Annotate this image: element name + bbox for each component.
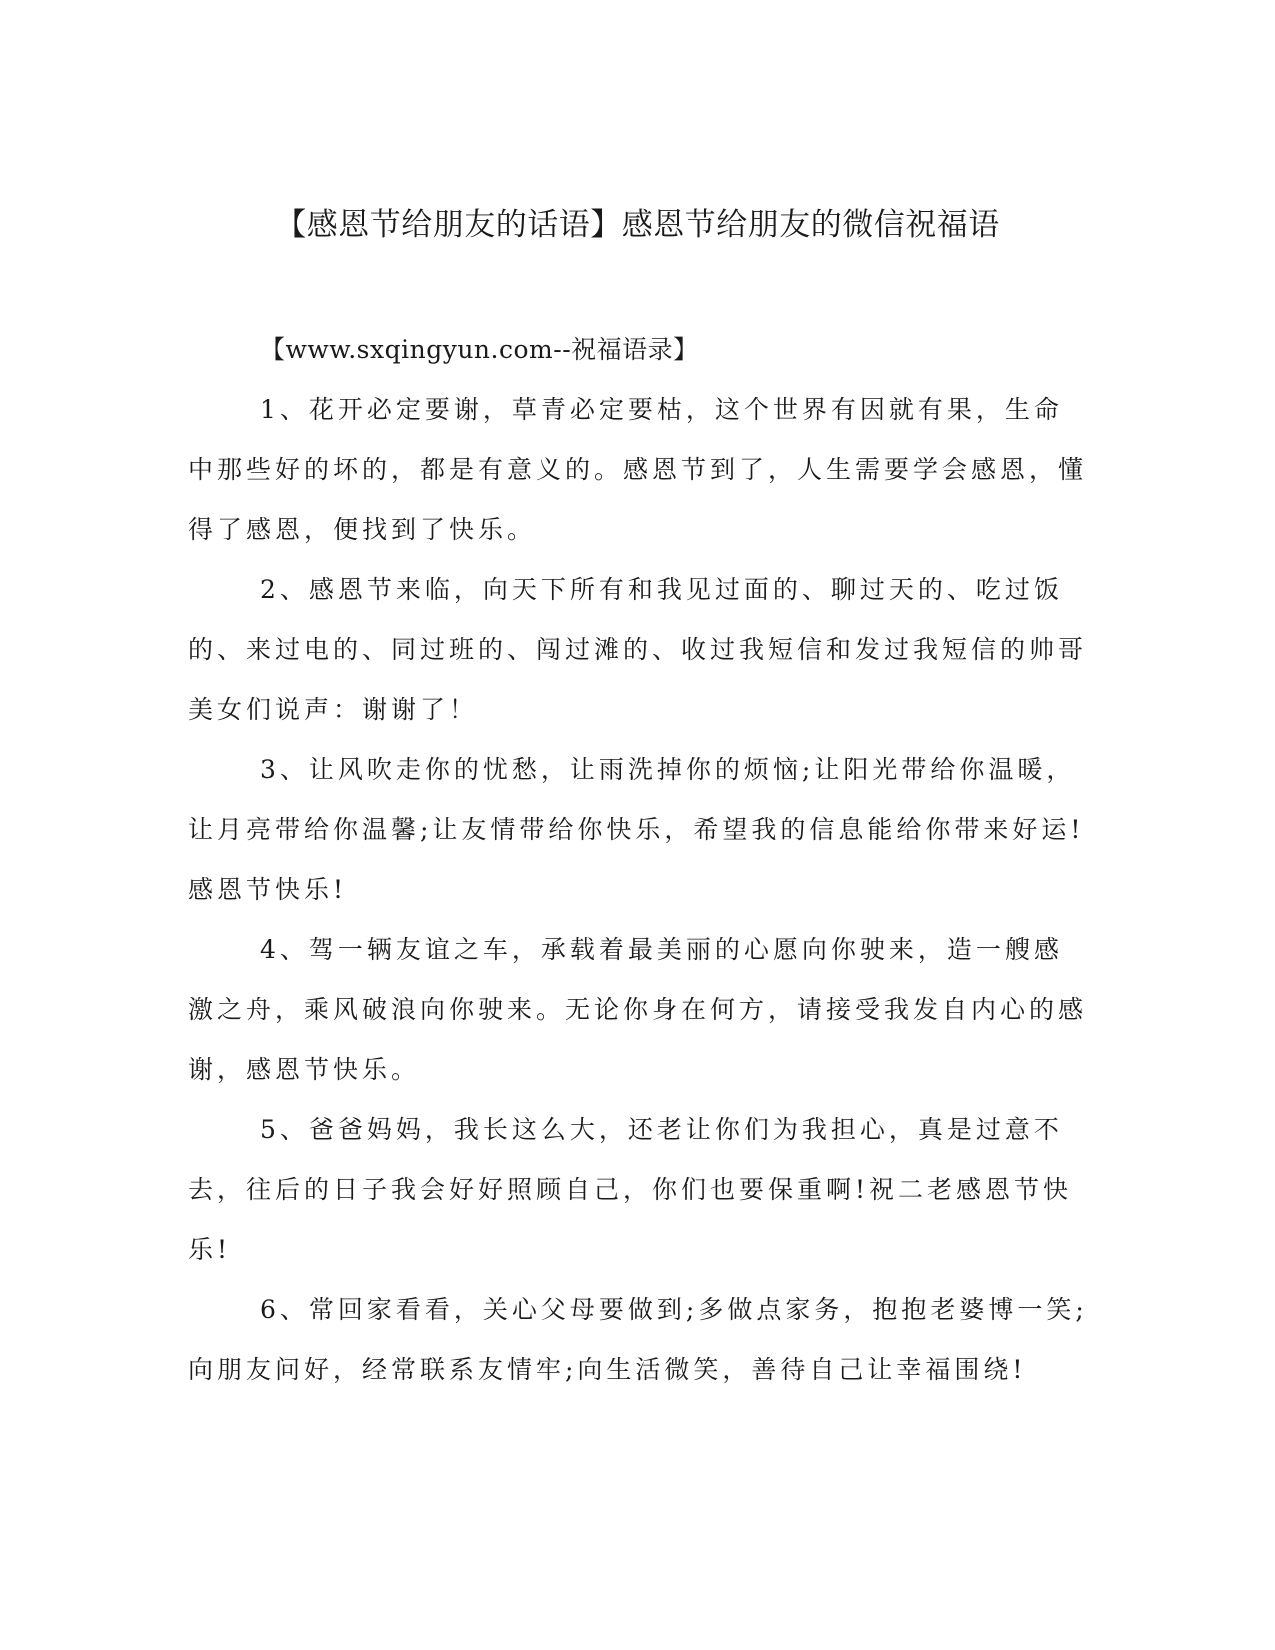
paragraph-5: 5、爸爸妈妈，我长这么大，还老让你们为我担心，真是过意不去，往后的日子我会好好照顾自己，你们也要保重啊!祝二老感恩节快乐! <box>188 1115 1073 1264</box>
document-body <box>188 320 1088 1400</box>
source-line: 【www.sxqingyun.com--祝福语录】 <box>260 335 699 364</box>
paragraph-3: 3、让风吹走你的忧愁，让雨洗掉你的烦恼;让阳光带给你温暖，让月亮带给你温馨;让友情带给你快乐，希望我的信息能给你带来好运!感恩节快乐! <box>188 755 1085 904</box>
paragraph-1: 1、花开必定要谢，草青必定要枯，这个世界有因就有果，生命中那些好的坏的，都是有意义的。感恩节到了，人生需要学会感恩，懂得了感恩，便找到了快乐。 <box>188 395 1088 544</box>
document-title: 【感恩节给朋友的话语】感恩节给朋友的微信祝福语 <box>275 207 1000 243</box>
paragraph-4: 4、驾一辆友谊之车，承载着最美丽的心愿向你驶来，造一艘感激之舟，乘风破浪向你驶来。无论你身在何方，请接受我发自内心的感谢，感恩节快乐。 <box>188 935 1088 1084</box>
paragraph-6: 6、常回家看看，关心父母要做到;多做点家务，抱抱老婆博一笑;向朋友问好，经常联系友情牢;向生活微笑，善待自己让幸福围绕! <box>188 1295 1088 1384</box>
paragraph-2: 2、感恩节来临，向天下所有和我见过面的、聊过天的、吃过饭的、来过电的、同过班的、闯过滩的、收过我短信和发过我短信的帅哥美女们说声：谢谢了！ <box>188 575 1088 724</box>
